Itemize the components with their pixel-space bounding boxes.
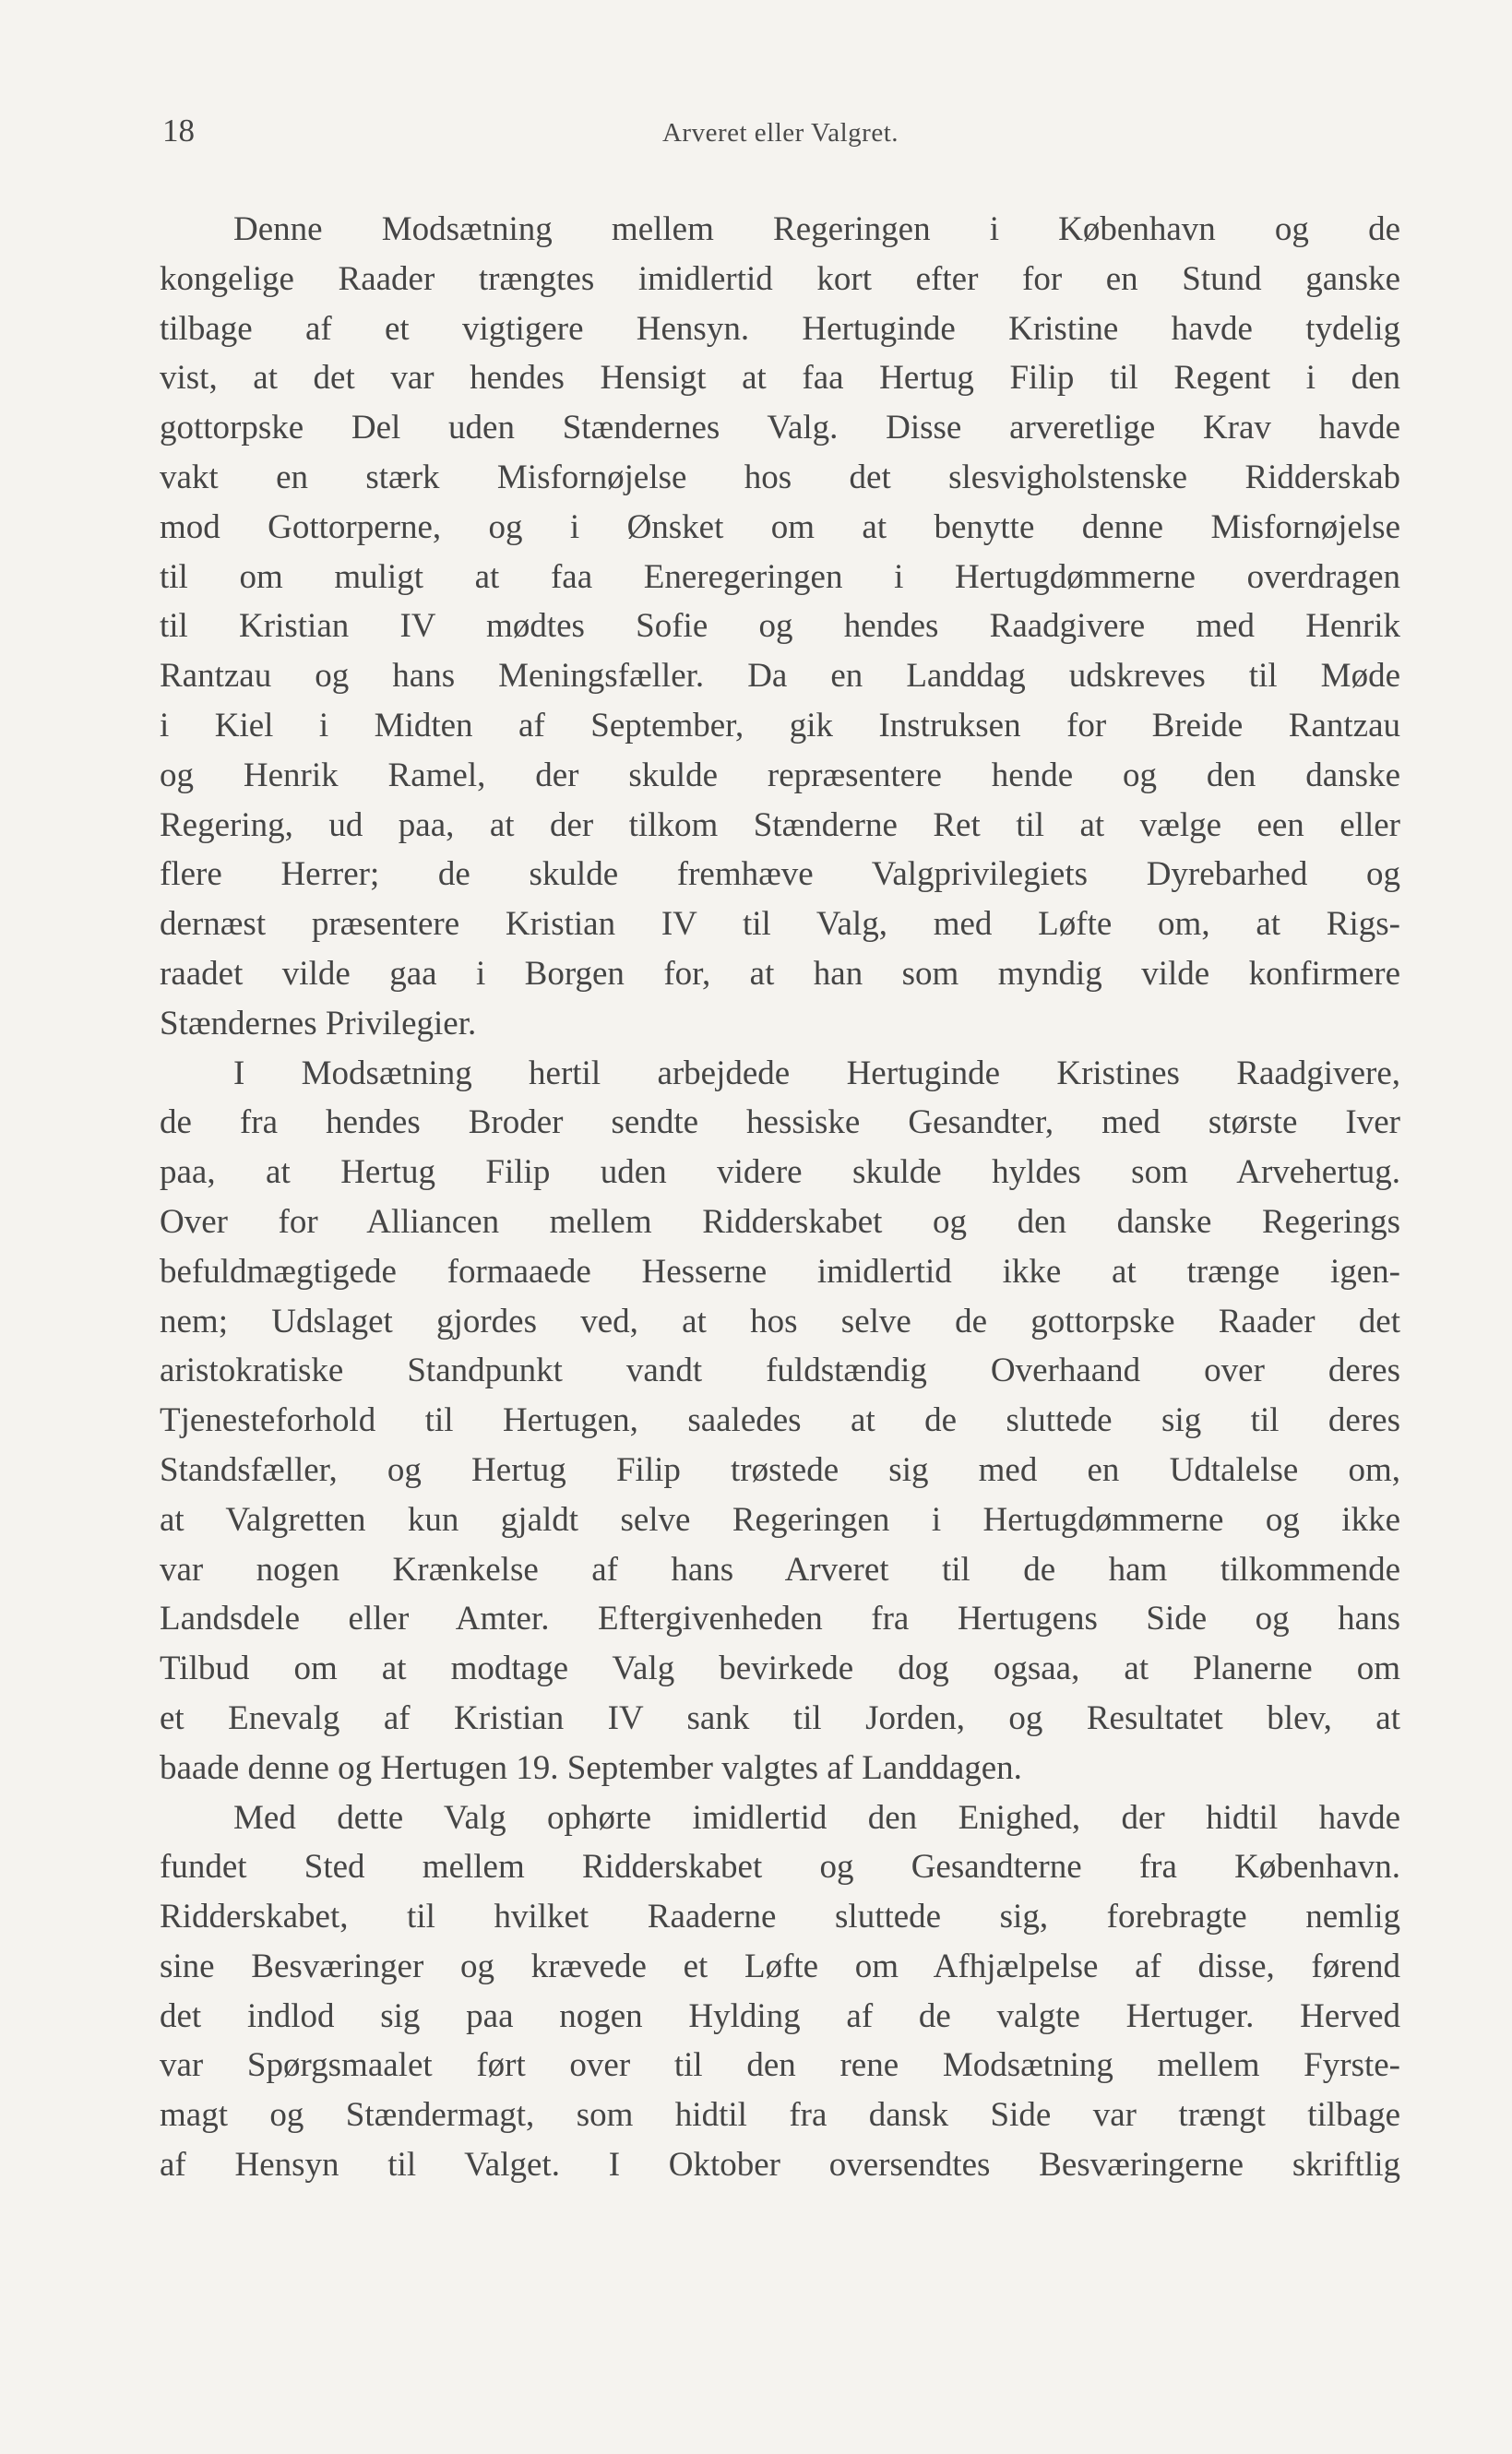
text-line: Over for Alliancen mellem Ridderskabet og den danske Regerings — [160, 1202, 1400, 1241]
text-line: Stændernes Privilegier. — [160, 1004, 477, 1042]
text-line: et Enevalg af Kristian IV sank til Jorden, og Resultatet blev, at — [160, 1698, 1400, 1737]
text-line: befuldmægtigede formaaede Hesserne imidlertid ikke at trænge igen- — [160, 1252, 1400, 1291]
text-line: Tilbud om at modtage Valg bevirkede dog ogsaa, at Planerne om — [160, 1650, 1400, 1688]
running-head — [162, 113, 1399, 159]
text-line: af Hensyn til Valget. I Oktober oversendtes Besværingerne skriftlig — [160, 2146, 1400, 2185]
text-line: var Spørgsmaalet ført over til den rene Modsætning mellem Fyrste- — [160, 2046, 1400, 2085]
page-number: 18 — [162, 113, 195, 149]
text-line: dernæst præsentere Kristian IV til Valg, med Løfte om, at Rigs- — [160, 905, 1400, 944]
text-line: raadet vilde gaa i Borgen for, at han som myndig vilde konfirmere — [160, 954, 1400, 993]
text-line: vist, at det var hendes Hensigt at faa Hertug Filip til Regent i den — [160, 359, 1400, 398]
text-line: nem; Udslaget gjordes ved, at hos selve de gottorpske Raader det — [160, 1302, 1400, 1340]
running-title: Arveret eller Valgret. — [661, 118, 899, 148]
text-line: til Kristian IV mødtes Sofie og hendes Raadgivere med Henrik — [160, 607, 1400, 646]
text-line: de fra hendes Broder sendte hessiske Gesandter, med største Iver — [160, 1103, 1400, 1142]
text-line: gottorpske Del uden Stændernes Valg. Disse arveretlige Krav havde — [160, 409, 1400, 447]
text-line: det indlod sig paa nogen Hylding af de valgte Hertuger. Herved — [160, 1996, 1400, 2035]
text-line: flere Herrer; de skulde fremhæve Valgprivilegiets Dyrebarhed og — [160, 855, 1400, 894]
text-line: mod Gottorperne, og i Ønsket om at benytte denne Misfornøjelse — [160, 507, 1400, 546]
text-line: Denne Modsætning mellem Regeringen i København og de — [233, 210, 1400, 248]
text-line: tilbage af et vigtigere Hensyn. Hertuginde Kristine havde tydelig — [160, 309, 1400, 348]
text-line: sine Besværinger og krævede et Løfte om Afhjælpelse af disse, førend — [160, 1947, 1400, 1985]
text-line: magt og Stændermagt, som hidtil fra dansk Side var trængt tilbage — [160, 2096, 1400, 2135]
text-line: Tjenesteforhold til Hertugen, saaledes at de sluttede sig til deres — [160, 1401, 1400, 1440]
text-line: i Kiel i Midten af September, gik Instruksen for Breide Rantzau — [160, 706, 1400, 745]
text-line: til om muligt at faa Eneregeringen i Hertugdømmerne overdragen — [160, 557, 1400, 596]
body-text — [160, 205, 1400, 2190]
text-line: Regering, ud paa, at der tilkom Stænderne Ret til at vælge een eller — [160, 805, 1400, 844]
text-line: Ridderskabet, til hvilket Raaderne sluttede sig, forebragte nemlig — [160, 1898, 1400, 1936]
text-line: og Henrik Ramel, der skulde repræsentere hende og den danske — [160, 756, 1400, 794]
text-line: aristokratiske Standpunkt vandt fuldstændig Overhaand over deres — [160, 1352, 1400, 1390]
text-line: Rantzau og hans Meningsfæller. Da en Landdag udskreves til Møde — [160, 657, 1400, 696]
text-line: vakt en stærk Misfornøjelse hos det slesvigholstenske Ridderskab — [160, 458, 1400, 496]
text-line: paa, at Hertug Filip uden videre skulde hyldes som Arvehertug. — [160, 1153, 1400, 1192]
text-line: Landsdele eller Amter. Eftergivenheden fra Hertugens Side og hans — [160, 1600, 1400, 1638]
text-line: Standsfæller, og Hertug Filip trøstede sig med en Udtalelse om, — [160, 1450, 1400, 1489]
text-line: Med dette Valg ophørte imidlertid den Enighed, der hidtil havde — [233, 1798, 1400, 1837]
text-line: var nogen Krænkelse af hans Arveret til de ham tilkommende — [160, 1550, 1400, 1589]
text-line: fundet Sted mellem Ridderskabet og Gesandterne fra København. — [160, 1848, 1400, 1887]
text-line: kongelige Raader trængtes imidlertid kort efter for en Stund ganske — [160, 259, 1400, 298]
text-line: baade denne og Hertugen 19. September valgtes af Landdagen. — [160, 1748, 1022, 1787]
text-line: I Modsætning hertil arbejdede Hertuginde Kristines Raadgivere, — [233, 1054, 1400, 1092]
text-line: at Valgretten kun gjaldt selve Regeringen i Hertugdømmerne og ikke — [160, 1500, 1400, 1539]
